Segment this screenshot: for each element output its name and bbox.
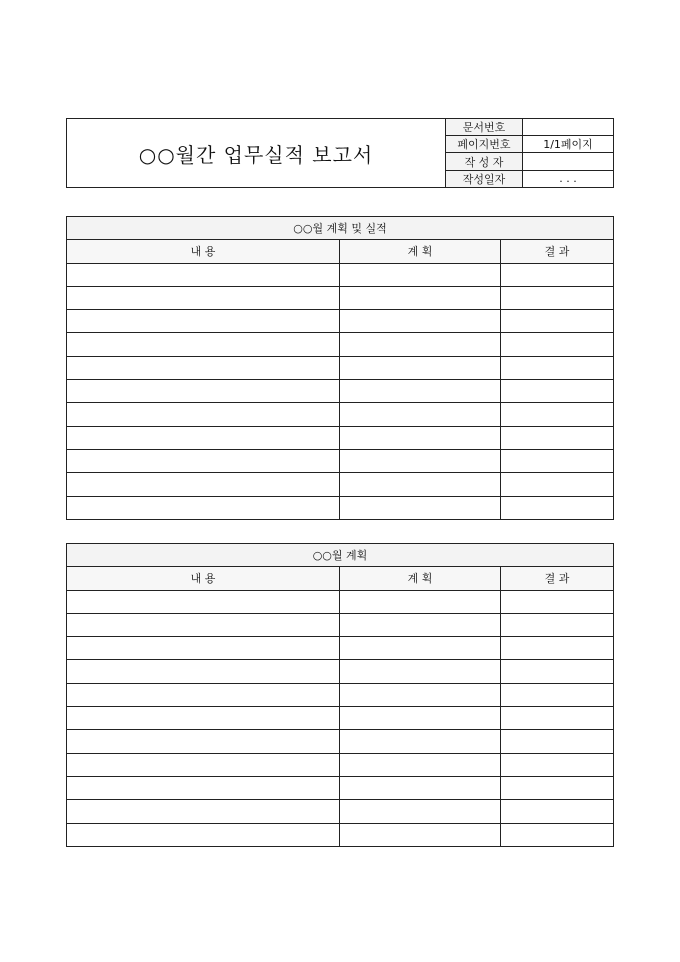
section-plan-and-result [66,216,614,520]
plan-cell[interactable] [340,637,501,660]
meta-label: 작성일자 [446,170,523,187]
result-cell[interactable] [501,683,614,706]
meta-value[interactable]: . . . [559,172,577,186]
table-row [67,449,614,472]
content-cell[interactable] [67,496,340,519]
plan-cell[interactable] [340,449,501,472]
result-cell[interactable] [501,776,614,799]
plan-cell[interactable] [340,310,501,333]
plan-cell[interactable] [340,286,501,309]
meta-row-date [446,170,613,187]
content-cell[interactable] [67,333,340,356]
table-row [67,637,614,660]
content-cell[interactable] [67,776,340,799]
plan-cell[interactable] [340,683,501,706]
content-cell[interactable] [67,823,340,846]
plan-cell[interactable] [340,403,501,426]
section-title: ○○월 계획 [67,544,614,567]
meta-label: 페이지번호 [446,136,523,153]
content-cell[interactable] [67,426,340,449]
table-row [67,426,614,449]
plan-cell[interactable] [340,776,501,799]
table-row [67,660,614,683]
content-cell[interactable] [67,356,340,379]
plan-cell[interactable] [340,263,501,286]
plan-cell[interactable] [340,590,501,613]
content-cell[interactable] [67,800,340,823]
meta-row-page-number [446,136,613,153]
content-cell[interactable] [67,380,340,403]
plan-cell[interactable] [340,613,501,636]
content-cell[interactable] [67,707,340,730]
table-row [67,496,614,519]
section-plan [66,543,614,847]
report-header [66,118,614,188]
meta-value[interactable] [523,119,614,136]
content-cell[interactable] [67,310,340,333]
column-header-plan: 계 획 [340,567,501,590]
content-cell[interactable] [67,263,340,286]
result-cell[interactable] [501,823,614,846]
result-cell[interactable] [501,286,614,309]
result-cell[interactable] [501,403,614,426]
column-header-plan: 계 획 [340,240,501,263]
column-header-content: 내 용 [67,240,340,263]
content-cell[interactable] [67,637,340,660]
meta-row-doc-number [446,119,613,136]
table-row [67,263,614,286]
plan-cell[interactable] [340,823,501,846]
table-row [67,403,614,426]
content-cell[interactable] [67,613,340,636]
table-row [67,683,614,706]
section-title: ○○월 계획 및 실적 [67,217,614,240]
table-row [67,730,614,753]
result-cell[interactable] [501,449,614,472]
content-cell[interactable] [67,660,340,683]
meta-label: 문서번호 [446,119,523,136]
report-title: ○○월간 업무실적 보고서 [67,119,446,187]
column-header-result: 결 과 [501,567,614,590]
table-row [67,707,614,730]
table-row [67,473,614,496]
content-cell[interactable] [67,753,340,776]
plan-cell[interactable] [340,660,501,683]
result-cell[interactable] [501,310,614,333]
result-cell[interactable] [501,613,614,636]
content-cell[interactable] [67,449,340,472]
result-cell[interactable] [501,753,614,776]
column-header-result: 결 과 [501,240,614,263]
result-cell[interactable] [501,473,614,496]
result-cell[interactable] [501,333,614,356]
plan-cell[interactable] [340,426,501,449]
result-cell[interactable] [501,356,614,379]
meta-value[interactable]: 1/1페이지 [523,136,614,153]
result-cell[interactable] [501,660,614,683]
table-row [67,800,614,823]
table-row [67,380,614,403]
meta-row-author [446,153,613,170]
table-row [67,333,614,356]
meta-label: 작 성 자 [446,153,523,170]
column-header-content: 내 용 [67,567,340,590]
plan-cell[interactable] [340,473,501,496]
plan-cell[interactable] [340,356,501,379]
plan-cell[interactable] [340,753,501,776]
result-cell[interactable] [501,590,614,613]
plan-cell[interactable] [340,380,501,403]
content-cell[interactable] [67,403,340,426]
table-row [67,776,614,799]
plan-cell[interactable] [340,333,501,356]
meta-value[interactable] [523,153,614,170]
table-row [67,286,614,309]
document-meta-table [446,119,613,187]
content-cell[interactable] [67,590,340,613]
result-cell[interactable] [501,263,614,286]
content-cell[interactable] [67,730,340,753]
content-cell[interactable] [67,286,340,309]
table-row [67,753,614,776]
result-cell[interactable] [501,426,614,449]
content-cell[interactable] [67,473,340,496]
table-row [67,823,614,846]
result-cell[interactable] [501,800,614,823]
table-row [67,310,614,333]
result-cell[interactable] [501,730,614,753]
plan-cell[interactable] [340,496,501,519]
plan-cell[interactable] [340,707,501,730]
table-row [67,590,614,613]
result-cell[interactable] [501,496,614,519]
result-cell[interactable] [501,707,614,730]
table-row [67,613,614,636]
result-cell[interactable] [501,380,614,403]
table-row [67,356,614,379]
content-cell[interactable] [67,683,340,706]
plan-cell[interactable] [340,730,501,753]
result-cell[interactable] [501,637,614,660]
plan-cell[interactable] [340,800,501,823]
